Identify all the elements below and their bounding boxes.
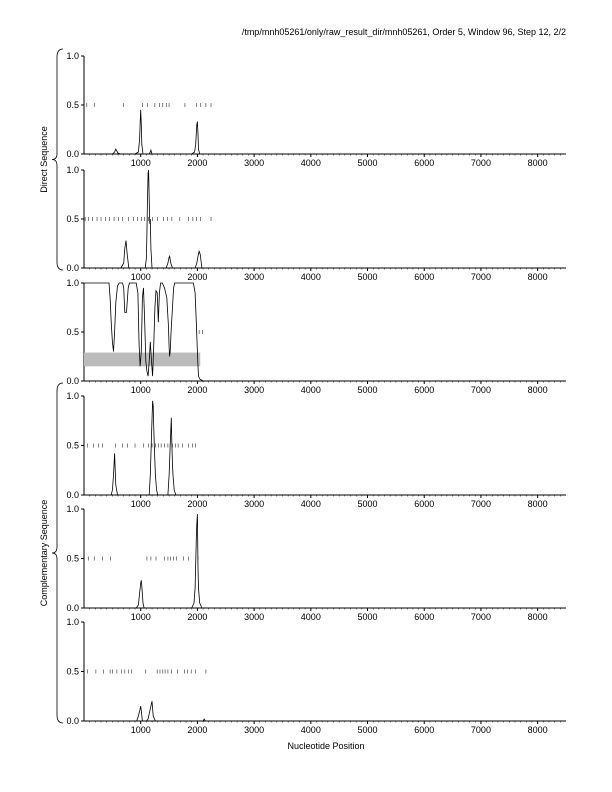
x-tick-label: 2000 — [187, 612, 208, 622]
x-tick-label: 8000 — [527, 725, 548, 735]
x-tick-label: 6000 — [414, 158, 435, 168]
x-tick-label: 8000 — [527, 385, 548, 395]
x-tick-label: 7000 — [470, 385, 491, 395]
x-tick-label: 1000 — [130, 612, 151, 622]
x-tick-label: 8000 — [527, 272, 548, 282]
y-tick-label: 0.0 — [66, 376, 79, 386]
x-tick-label: 4000 — [300, 725, 321, 735]
x-tick-label: 5000 — [357, 385, 378, 395]
figure-title: /tmp/mnh05261/only/raw_result_dir/mnh05261, Order 5, Window 96, Step 12, 2/2 — [241, 27, 566, 37]
x-tick-label: 3000 — [244, 612, 265, 622]
y-tick-label: 0.0 — [66, 490, 79, 500]
threshold-band — [84, 353, 200, 367]
x-tick-label: 7000 — [470, 272, 491, 282]
y-tick-label: 0.0 — [66, 603, 79, 613]
x-tick-label: 6000 — [414, 725, 435, 735]
y-tick-label: 1.0 — [66, 504, 79, 514]
x-tick-label: 8000 — [527, 158, 548, 168]
y-tick-label: 1.0 — [66, 617, 79, 627]
y-tick-label: 0.0 — [66, 716, 79, 726]
x-tick-label: 7000 — [470, 158, 491, 168]
y-tick-label: 1.0 — [66, 278, 79, 288]
x-tick-label: 6000 — [414, 612, 435, 622]
x-tick-label: 2000 — [187, 725, 208, 735]
y-tick-label: 0.5 — [66, 327, 79, 337]
x-tick-label: 3000 — [244, 725, 265, 735]
x-tick-label: 8000 — [527, 499, 548, 509]
x-tick-label: 4000 — [300, 158, 321, 168]
x-tick-label: 7000 — [470, 612, 491, 622]
x-axis-label: Nucleotide Position — [287, 741, 365, 751]
y-tick-label: 0.5 — [66, 666, 79, 677]
x-tick-label: 6000 — [414, 272, 435, 282]
y-tick-label: 0.5 — [66, 214, 79, 224]
x-tick-label: 5000 — [357, 158, 378, 168]
x-tick-label: 4000 — [300, 612, 321, 622]
x-tick-label: 5000 — [357, 612, 378, 622]
x-tick-label: 1000 — [130, 385, 151, 395]
x-tick-label: 3000 — [244, 272, 265, 282]
x-tick-label: 7000 — [470, 499, 491, 509]
x-tick-label: 3000 — [244, 158, 265, 168]
x-tick-label: 3000 — [244, 385, 265, 395]
complementary-sequence-label: Complementary Sequence — [39, 499, 49, 607]
x-tick-label: 1000 — [130, 272, 151, 282]
y-tick-label: 0.5 — [66, 440, 79, 451]
x-tick-label: 2000 — [187, 272, 208, 282]
x-tick-label: 2000 — [187, 158, 208, 168]
x-tick-label: 2000 — [187, 385, 208, 395]
y-tick-label: 0.5 — [66, 100, 79, 110]
x-tick-label: 5000 — [357, 499, 378, 509]
direct-sequence-label: Direct Sequence — [39, 126, 49, 193]
x-tick-label: 2000 — [187, 499, 208, 509]
y-tick-label: 0.5 — [66, 553, 79, 564]
y-tick-label: 0.0 — [66, 149, 79, 159]
x-tick-label: 6000 — [414, 385, 435, 395]
y-tick-label: 0.0 — [66, 263, 79, 273]
x-tick-label: 4000 — [300, 385, 321, 395]
x-tick-label: 5000 — [357, 725, 378, 735]
x-tick-label: 4000 — [300, 499, 321, 509]
x-tick-label: 5000 — [357, 272, 378, 282]
x-tick-label: 1000 — [130, 499, 151, 509]
x-tick-label: 4000 — [300, 272, 321, 282]
x-tick-label: 8000 — [527, 612, 548, 622]
y-tick-label: 1.0 — [66, 51, 79, 61]
x-tick-label: 1000 — [130, 725, 151, 735]
x-tick-label: 6000 — [414, 499, 435, 509]
x-tick-label: 1000 — [130, 158, 151, 168]
x-tick-label: 3000 — [244, 499, 265, 509]
x-tick-label: 7000 — [470, 725, 491, 735]
y-tick-label: 1.0 — [66, 165, 79, 175]
y-tick-label: 1.0 — [66, 391, 79, 401]
